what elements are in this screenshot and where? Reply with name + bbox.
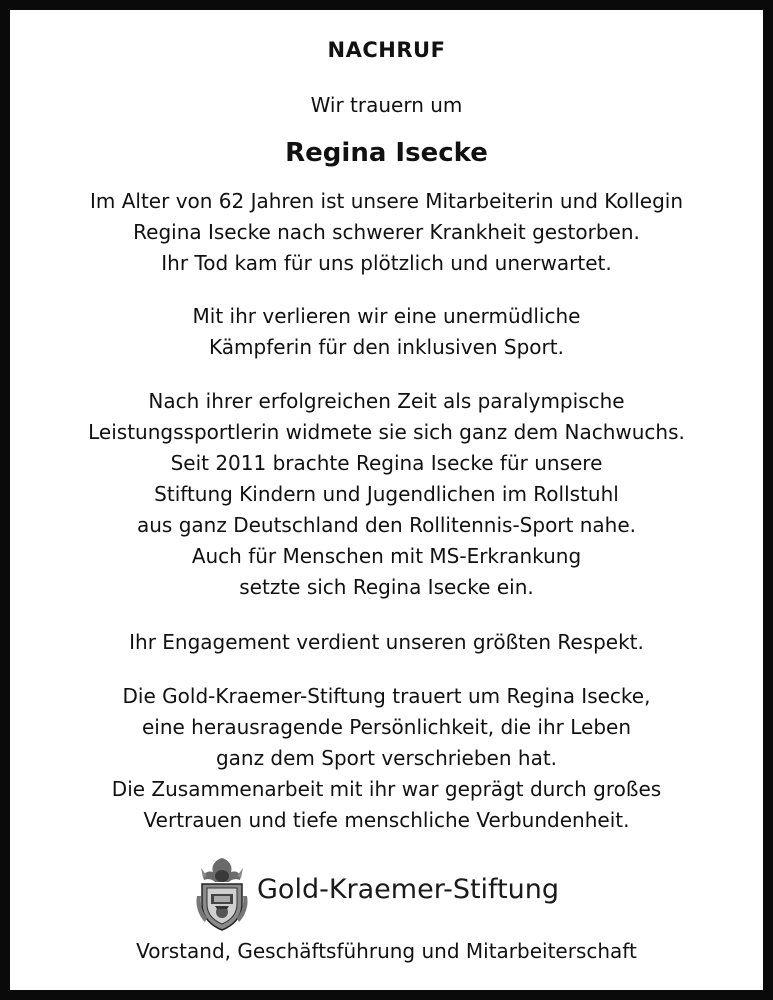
text-line: aus ganz Deutschland den Rollitennis-Sport nahe. — [137, 513, 636, 537]
signoff: Vorstand, Geschäftsführung und Mitarbeiterschaft — [136, 939, 637, 963]
heading: NACHRUF — [327, 38, 446, 62]
text-line: Leistungssportlerin widmete sie sich ganz dem Nachwuchs. — [88, 420, 685, 444]
text-line: Nach ihrer erfolgreichen Zeit als paralympische — [148, 389, 625, 413]
foundation-name: Gold-Kraemer-Stiftung — [257, 874, 560, 905]
text-line: Im Alter von 62 Jahren ist unsere Mitarbeiterin und Kollegin — [89, 189, 684, 213]
paragraph-loss — [20, 301, 753, 363]
text-line: Mit ihr verlieren wir eine unermüdliche — [192, 304, 581, 328]
text-line: Regina Isecke nach schwerer Krankheit gestorben. — [133, 220, 640, 244]
paragraph-foundation — [20, 681, 753, 836]
text-line: eine herausragende Persönlichkeit, die ihr Leben — [141, 715, 632, 739]
text-line: Vertrauen und tiefe menschliche Verbundenheit. — [143, 808, 630, 832]
foundation-logo — [20, 852, 753, 932]
paragraph-respect — [20, 627, 753, 658]
text-line: Ihr Tod kam für uns plötzlich und unerwartet. — [161, 251, 612, 275]
text-line: Stiftung Kindern und Jugendlichen im Rollstuhl — [154, 482, 619, 506]
text-line: Auch für Menschen mit MS-Erkrankung — [191, 544, 582, 568]
intro-text: Wir trauern um — [310, 93, 463, 117]
text-line: Seit 2011 brachte Regina Isecke für unsere — [170, 451, 603, 475]
coat-of-arms-icon — [193, 856, 251, 932]
text-line: setzte sich Regina Isecke ein. — [239, 575, 534, 599]
text-line: ganz dem Sport verschrieben hat. — [215, 746, 558, 770]
text-line: Die Zusammenarbeit mit ihr war geprägt durch großes — [111, 777, 662, 801]
text-line: Ihr Engagement verdient unseren größten Respekt. — [129, 630, 644, 654]
paragraph-age — [20, 186, 753, 279]
deceased-name: Regina Isecke — [285, 138, 488, 168]
paragraph-career — [20, 386, 753, 603]
text-line: Die Gold-Kraemer-Stiftung trauert um Regina Isecke, — [122, 684, 651, 708]
text-line: Kämpferin für den inklusiven Sport. — [209, 335, 564, 359]
